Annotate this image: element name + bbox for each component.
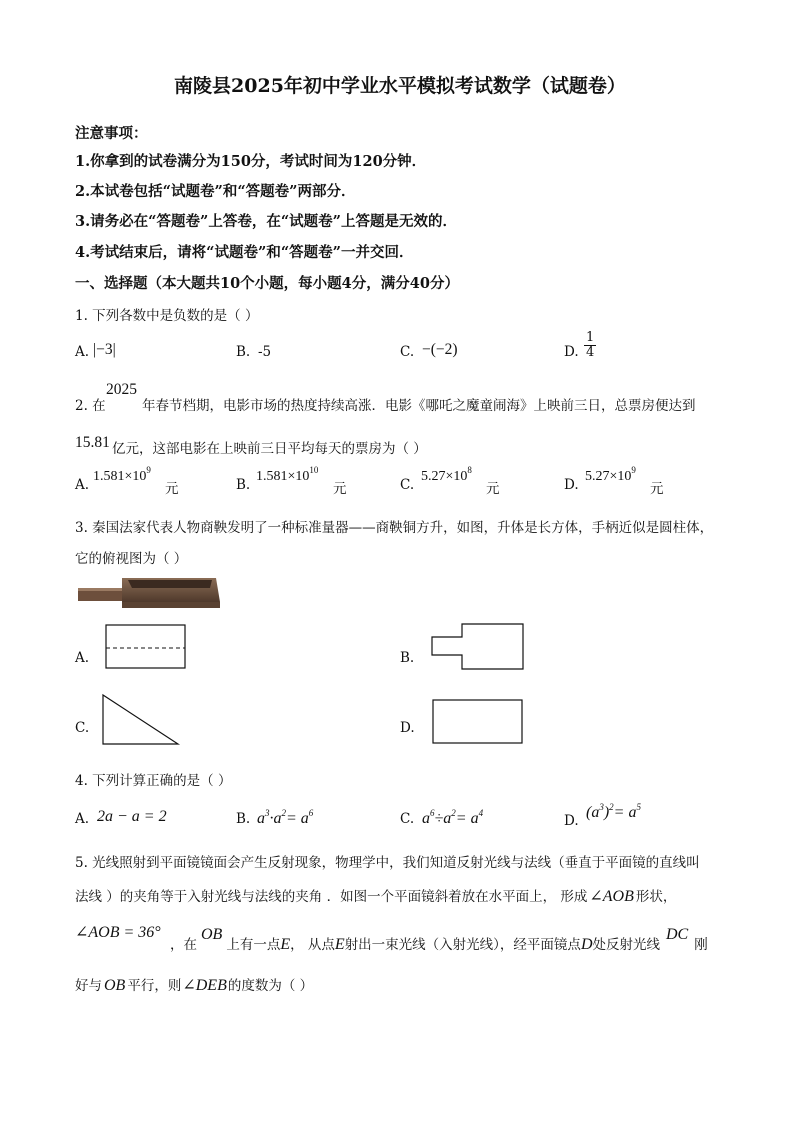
q4-option-d-label: D. [564, 813, 579, 829]
q4-c-result: = a [455, 810, 479, 827]
q4-option-b-label: B. [236, 811, 251, 827]
q5-l4-c: 的度数为（ ） [227, 978, 314, 994]
q3-stem-1: 3. 秦国法家代表人物商鞅发明了一种标准量器——商鞅铜方升，如图，升体是长方体，手柄近似是圆柱体， [75, 520, 714, 536]
q1-d-denominator: 4 [586, 345, 595, 360]
q5-angle-deb: ∠DEB [182, 977, 227, 994]
q5-angle-equation: ∠AOB = 36° [75, 924, 161, 941]
q4-d-exp3: 5 [636, 802, 641, 812]
q4-b-base: a [257, 810, 265, 827]
q4-option-c-label: C. [400, 811, 415, 827]
q4-b-result: = a [286, 810, 309, 827]
q5-segment-ob-2: OB [104, 977, 126, 994]
q2-option-b-math [256, 465, 318, 485]
notice-item-4: 4.考试结束后，请将“试题卷”和“答题卷”一并交回． [75, 244, 414, 261]
q4-option-b-math [257, 808, 313, 828]
q2-year: 2025 [106, 381, 137, 398]
q4-d-exp2: 2 [609, 802, 614, 812]
q3-option-b-label: B. [400, 650, 415, 666]
q1-option-a-math: |−3| [93, 341, 116, 358]
q4-option-a-label: A. [75, 811, 90, 827]
q5-segment-ob: OB [201, 926, 223, 943]
q5-point-d: D [580, 936, 593, 953]
q4-c-exp1: 6 [430, 808, 435, 818]
q4-c-exp2: 2 [451, 808, 456, 818]
q1-d-numerator: 1 [586, 330, 595, 345]
q5-l3-t3: ， 从点 [290, 937, 335, 953]
q4-b-exp1: 3 [265, 808, 270, 818]
q2-amount: 15.81 [75, 434, 110, 451]
q5-l3-t6: 刚 [694, 937, 708, 953]
q3-stem-2: 它的俯视图为（ ） [75, 551, 188, 567]
q5-l3-t4: 射出一束光线（入射光线），经平面镜点 [344, 937, 581, 953]
q4-stem: 4. 下列计算正确的是（ ） [75, 773, 232, 789]
q4-b-exp3: 6 [308, 808, 314, 818]
notice-item-2: 2.本试卷包括“试题卷”和“答题卷”两部分． [75, 183, 356, 200]
q4-option-a-math: 2a − a = 2 [97, 808, 167, 825]
q1-option-c-math: −(−2) [422, 341, 458, 358]
q5-segment-dc: DC [666, 926, 689, 943]
q2-d-exponent: 9 [631, 465, 636, 475]
q2-option-c-math [421, 465, 472, 485]
q4-c-exp3: 4 [478, 808, 484, 818]
q3-option-d-figure[interactable] [432, 699, 524, 745]
bronze-measure-photo [78, 574, 220, 610]
page-title: 南陵县2025年初中学业水平模拟考试数学（试题卷） [174, 75, 626, 97]
q4-c-mid: ÷a [434, 810, 452, 827]
q1-option-c-label: C. [400, 344, 415, 360]
q5-line-2 [75, 885, 676, 906]
q2-option-b-label: B. [236, 477, 251, 493]
q4-d-exp1: 3 [599, 802, 604, 812]
q2-option-a-label: A. [75, 477, 90, 493]
q3-option-a-figure[interactable] [105, 624, 187, 670]
q5-l4-a: 好与 [75, 978, 102, 994]
q2-option-b-unit: 元 [333, 481, 347, 497]
q1-stem: 1. 下列各数中是负数的是（ ） [75, 308, 259, 324]
q4-b-mid: ·a [269, 810, 282, 827]
section-heading: 一、选择题（本大题共10个小题，每小题4分，满分40分） [75, 275, 459, 292]
q2-stem-2: 亿元，这部电影在上映前三日平均每天的票房为（ ） [112, 441, 427, 457]
q3-option-a-label: A. [75, 650, 90, 666]
q3-option-b-figure[interactable] [431, 623, 525, 671]
notice-heading: 注意事项： [75, 125, 148, 142]
q4-d-close: ) [603, 804, 610, 821]
q2-option-c-label: C. [400, 477, 415, 493]
notice-item-3: 3.请务必在“答题卷”上答卷，在“试题卷”上答题是无效的． [75, 213, 457, 230]
q2-c-exponent: 8 [467, 465, 472, 475]
q3-option-c-label: C. [75, 720, 90, 736]
q4-option-c-math [422, 808, 483, 828]
q2-stem-1: 年春节档期，电影市场的热度持续高涨．电影《哪吒之魔童闹海》上映前三日，总票房便达到 [142, 398, 696, 414]
q5-point-e-2: E [334, 936, 345, 953]
q5-l3-t1: ，在 [170, 937, 197, 953]
q5-l3-t2: 上有一点 [226, 937, 281, 953]
q5-line-4 [75, 974, 313, 995]
q2-number: 2. 在 [75, 398, 106, 414]
q4-d-result: = a [613, 804, 637, 821]
q5-l4-b: 平行，则 [127, 978, 182, 994]
q4-b-exp2: 2 [281, 808, 286, 818]
q2-b-base: 1.581×10 [256, 469, 310, 484]
q2-option-d-label: D. [564, 477, 579, 493]
q2-option-d-math [585, 465, 636, 485]
q2-d-base: 5.27×10 [585, 469, 632, 484]
q1-option-d-fraction [584, 331, 596, 360]
q5-line-2a: 法线 ）的夹角等于入射光线与法线的夹角 ．如图一个平面镜斜着放在水平面上， 形成 [75, 889, 588, 905]
notice-item-1: 1.你拿到的试卷满分为150分，考试时间为120分钟． [75, 153, 427, 170]
q2-c-base: 5.27×10 [421, 469, 468, 484]
q5-point-e: E [280, 936, 291, 953]
q2-a-exponent: 9 [146, 465, 151, 475]
q3-option-c-figure[interactable] [102, 694, 180, 746]
q5-line-3 [170, 926, 708, 954]
q3-option-d-label: D. [400, 720, 415, 736]
q1-option-d-label: D. [564, 344, 579, 360]
q4-d-open: (a [586, 804, 600, 821]
q5-line-1: 5. 光线照射到平面镜镜面会产生反射现象，物理学中，我们知道反射光线与法线（垂直于平面镜的直线叫 [75, 855, 700, 871]
q2-option-d-unit: 元 [650, 481, 664, 497]
q5-line-2b: 形状， [635, 889, 677, 905]
q5-angle-aob: ∠AOB [589, 888, 634, 905]
q4-c-base: a [422, 810, 430, 827]
q1-option-b-label: B. [236, 344, 251, 360]
q2-b-exponent: 10 [309, 465, 319, 475]
q2-option-a-unit: 元 [165, 481, 179, 497]
q4-option-d-math [586, 802, 641, 822]
q2-option-a-math [93, 465, 151, 485]
q5-l3-t5: 处反射光线 [592, 937, 660, 953]
q1-option-b-text: -5 [258, 344, 272, 360]
q2-a-base: 1.581×10 [93, 469, 147, 484]
q1-option-a-label: A. [75, 344, 90, 360]
q2-option-c-unit: 元 [486, 481, 500, 497]
